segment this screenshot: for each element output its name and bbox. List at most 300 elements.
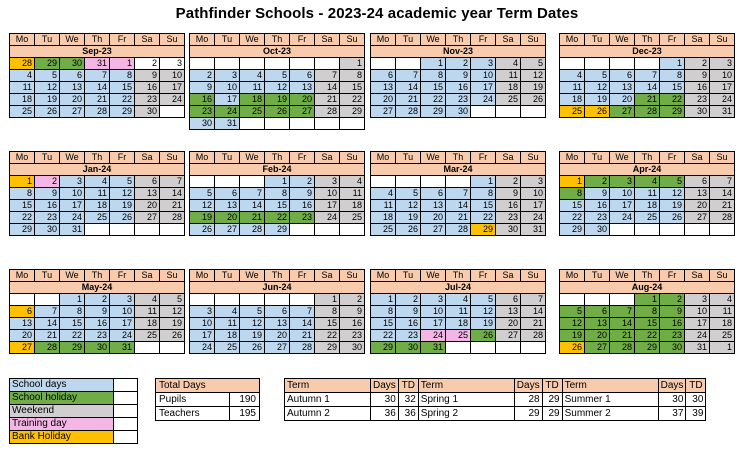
day-cell: 1 xyxy=(560,176,585,188)
day-cell: 23 xyxy=(135,94,160,106)
day-cell: 9 xyxy=(340,306,365,318)
day-header: Mo xyxy=(371,34,396,46)
day-cell: 12 xyxy=(35,82,60,94)
day-cell: 23 xyxy=(446,94,471,106)
day-cell: 12 xyxy=(110,188,135,200)
day-cell: 14 xyxy=(396,82,421,94)
day-cell: 16 xyxy=(660,318,685,330)
day-cell: 26 xyxy=(396,224,421,236)
terms-cell: Spring 1 xyxy=(418,393,514,407)
day-cell: 9 xyxy=(135,70,160,82)
day-cell: 4 xyxy=(560,70,585,82)
day-cell: 30 xyxy=(446,106,471,118)
day-header: Su xyxy=(710,270,735,282)
day-cell: 4 xyxy=(215,306,240,318)
day-cell: 8 xyxy=(371,306,396,318)
day-cell: 11 xyxy=(215,318,240,330)
day-header: Mo xyxy=(190,34,215,46)
day-cell: 21 xyxy=(85,94,110,106)
day-cell: 9 xyxy=(290,188,315,200)
day-cell: 4 xyxy=(635,176,660,188)
day-cell: 4 xyxy=(710,294,735,306)
day-cell: 14 xyxy=(35,318,60,330)
day-cell: 4 xyxy=(135,294,160,306)
day-cell: 31 xyxy=(521,224,546,236)
terms-header-cell: Days xyxy=(514,379,542,393)
day-cell: 18 xyxy=(85,200,110,212)
day-cell: 9 xyxy=(190,82,215,94)
day-cell: 9 xyxy=(685,70,710,82)
day-cell: 16 xyxy=(35,200,60,212)
day-header: We xyxy=(421,270,446,282)
day-cell xyxy=(371,176,396,188)
day-cell xyxy=(340,118,365,130)
day-cell: 29 xyxy=(35,58,60,70)
day-cell: 19 xyxy=(396,212,421,224)
day-header: Th xyxy=(446,152,471,164)
day-cell: 27 xyxy=(496,330,521,342)
day-cell: 19 xyxy=(265,94,290,106)
day-cell: 20 xyxy=(135,200,160,212)
day-header: Th xyxy=(635,270,660,282)
day-header: We xyxy=(421,152,446,164)
day-cell: 22 xyxy=(560,212,585,224)
day-cell: 6 xyxy=(290,70,315,82)
day-cell: 4 xyxy=(240,70,265,82)
day-cell: 28 xyxy=(35,342,60,354)
day-cell xyxy=(135,342,160,354)
day-cell: 7 xyxy=(290,306,315,318)
day-cell: 3 xyxy=(315,176,340,188)
day-cell: 1 xyxy=(265,176,290,188)
day-cell: 30 xyxy=(135,106,160,118)
day-cell: 15 xyxy=(10,200,35,212)
day-cell xyxy=(315,118,340,130)
day-header: Th xyxy=(635,152,660,164)
day-header: Th xyxy=(85,270,110,282)
day-cell: 29 xyxy=(110,106,135,118)
day-cell: 28 xyxy=(85,106,110,118)
day-cell: 28 xyxy=(446,224,471,236)
day-cell: 29 xyxy=(421,106,446,118)
terms-header-cell: Term xyxy=(285,379,371,393)
day-cell: 14 xyxy=(240,200,265,212)
day-cell xyxy=(560,58,585,70)
day-cell: 15 xyxy=(421,82,446,94)
day-cell: 25 xyxy=(371,224,396,236)
day-cell: 23 xyxy=(585,212,610,224)
month-calendar-nov-23 xyxy=(370,33,546,118)
day-cell: 17 xyxy=(60,200,85,212)
day-cell: 13 xyxy=(585,318,610,330)
terms-cell: Summer 1 xyxy=(562,393,658,407)
terms-cell: Autumn 2 xyxy=(285,407,371,421)
day-header: Su xyxy=(710,152,735,164)
day-header: Mo xyxy=(560,152,585,164)
day-cell: 23 xyxy=(496,212,521,224)
day-cell: 30 xyxy=(396,342,421,354)
day-cell: 20 xyxy=(685,200,710,212)
day-cell: 9 xyxy=(35,188,60,200)
day-cell: 3 xyxy=(160,58,185,70)
pupils-value: 190 xyxy=(230,393,260,407)
day-cell: 13 xyxy=(371,82,396,94)
day-cell: 30 xyxy=(60,58,85,70)
month-calendar-may-24 xyxy=(9,269,185,354)
day-header: Fr xyxy=(110,152,135,164)
day-cell: 23 xyxy=(190,106,215,118)
terms-cell: 30 xyxy=(658,393,686,407)
day-cell: 10 xyxy=(315,188,340,200)
day-cell: 12 xyxy=(160,306,185,318)
day-cell: 18 xyxy=(446,318,471,330)
day-cell: 25 xyxy=(446,330,471,342)
day-cell xyxy=(396,58,421,70)
day-cell: 25 xyxy=(496,94,521,106)
day-cell xyxy=(446,176,471,188)
day-cell: 1 xyxy=(60,294,85,306)
day-cell: 23 xyxy=(290,212,315,224)
day-cell: 16 xyxy=(496,200,521,212)
day-header: Tu xyxy=(215,34,240,46)
day-cell xyxy=(610,224,635,236)
day-cell: 30 xyxy=(340,342,365,354)
legend-label: School days xyxy=(10,379,114,392)
day-cell: 3 xyxy=(215,70,240,82)
day-cell: 31 xyxy=(710,106,735,118)
day-cell: 5 xyxy=(660,176,685,188)
terms-cell: 37 xyxy=(658,407,686,421)
day-cell: 21 xyxy=(160,200,185,212)
day-cell: 1 xyxy=(371,294,396,306)
day-cell: 11 xyxy=(85,188,110,200)
day-cell: 13 xyxy=(290,82,315,94)
day-cell: 16 xyxy=(446,82,471,94)
day-cell: 14 xyxy=(710,188,735,200)
day-cell: 16 xyxy=(340,318,365,330)
terms-cell: 30 xyxy=(686,393,706,407)
day-header: Sa xyxy=(685,270,710,282)
terms-header-cell: Days xyxy=(371,379,399,393)
legend-swatch xyxy=(114,392,138,405)
day-header: Mo xyxy=(371,270,396,282)
day-cell: 4 xyxy=(340,176,365,188)
day-header: Mo xyxy=(10,34,35,46)
day-cell: 10 xyxy=(190,318,215,330)
day-cell: 17 xyxy=(710,82,735,94)
day-cell: 9 xyxy=(660,306,685,318)
day-cell: 29 xyxy=(315,342,340,354)
day-cell: 6 xyxy=(421,188,446,200)
day-cell: 3 xyxy=(710,58,735,70)
day-cell: 27 xyxy=(290,106,315,118)
day-header: Tu xyxy=(585,34,610,46)
month-name: Feb-24 xyxy=(190,164,365,176)
day-cell: 2 xyxy=(660,294,685,306)
day-header: Su xyxy=(340,152,365,164)
terms-cell: 29 xyxy=(542,393,562,407)
day-cell xyxy=(85,224,110,236)
day-cell: 23 xyxy=(340,330,365,342)
day-cell: 19 xyxy=(35,94,60,106)
day-cell: 8 xyxy=(60,306,85,318)
day-cell: 18 xyxy=(635,200,660,212)
day-cell: 15 xyxy=(315,318,340,330)
day-cell xyxy=(660,224,685,236)
day-cell: 7 xyxy=(635,70,660,82)
day-header: Fr xyxy=(660,270,685,282)
day-header: Sa xyxy=(685,152,710,164)
day-cell: 3 xyxy=(521,176,546,188)
day-cell: 18 xyxy=(215,330,240,342)
terms-header-cell: TD xyxy=(542,379,562,393)
day-cell: 22 xyxy=(340,94,365,106)
day-cell: 3 xyxy=(685,294,710,306)
day-cell: 15 xyxy=(660,82,685,94)
day-header: We xyxy=(421,34,446,46)
month-calendar-dec-23 xyxy=(559,33,735,118)
day-cell xyxy=(315,58,340,70)
month-calendar-oct-23 xyxy=(189,33,365,130)
day-cell: 8 xyxy=(265,188,290,200)
day-cell: 1 xyxy=(660,58,685,70)
teachers-label: Teachers xyxy=(156,407,230,421)
terms-cell: Summer 2 xyxy=(562,407,658,421)
day-cell: 21 xyxy=(396,94,421,106)
legend-swatch xyxy=(114,418,138,431)
terms-cell: 36 xyxy=(398,407,418,421)
day-header: Th xyxy=(265,34,290,46)
month-calendar-mar-24 xyxy=(370,151,546,236)
day-cell: 4 xyxy=(496,58,521,70)
day-header: Fr xyxy=(290,270,315,282)
day-cell: 26 xyxy=(110,212,135,224)
day-cell: 30 xyxy=(685,106,710,118)
day-cell: 21 xyxy=(35,330,60,342)
day-cell: 3 xyxy=(190,306,215,318)
day-cell: 15 xyxy=(265,200,290,212)
day-header: Fr xyxy=(471,34,496,46)
day-cell: 2 xyxy=(685,58,710,70)
day-header: Fr xyxy=(471,270,496,282)
day-cell: 1 xyxy=(421,58,446,70)
month-name: Nov-23 xyxy=(371,46,546,58)
day-cell xyxy=(290,224,315,236)
month-name: Apr-24 xyxy=(560,164,735,176)
day-cell: 25 xyxy=(135,330,160,342)
day-cell: 20 xyxy=(10,330,35,342)
terms-header-cell: Term xyxy=(562,379,658,393)
day-cell: 9 xyxy=(396,306,421,318)
day-cell: 14 xyxy=(315,82,340,94)
day-header: Th xyxy=(446,34,471,46)
day-cell xyxy=(160,224,185,236)
day-cell: 27 xyxy=(685,212,710,224)
day-cell: 20 xyxy=(290,94,315,106)
day-cell: 24 xyxy=(160,94,185,106)
day-cell xyxy=(110,224,135,236)
day-cell: 28 xyxy=(635,106,660,118)
day-cell: 29 xyxy=(265,224,290,236)
day-cell: 7 xyxy=(85,70,110,82)
terms-cell: 29 xyxy=(514,407,542,421)
day-cell: 18 xyxy=(496,82,521,94)
day-cell: 22 xyxy=(10,212,35,224)
day-cell: 10 xyxy=(685,306,710,318)
day-cell: 31 xyxy=(685,342,710,354)
day-cell xyxy=(240,58,265,70)
day-cell: 23 xyxy=(396,330,421,342)
day-cell: 24 xyxy=(60,212,85,224)
teachers-value: 195 xyxy=(230,407,260,421)
day-cell xyxy=(446,342,471,354)
day-cell: 20 xyxy=(496,318,521,330)
day-cell: 5 xyxy=(585,70,610,82)
day-header: Sa xyxy=(685,34,710,46)
day-cell: 17 xyxy=(610,200,635,212)
day-cell: 8 xyxy=(340,70,365,82)
day-cell xyxy=(240,294,265,306)
day-cell xyxy=(135,224,160,236)
day-cell: 20 xyxy=(60,94,85,106)
day-header: Tu xyxy=(35,34,60,46)
day-cell xyxy=(265,294,290,306)
day-cell: 14 xyxy=(290,318,315,330)
day-cell: 1 xyxy=(471,176,496,188)
day-cell: 26 xyxy=(521,94,546,106)
terms-cell: 28 xyxy=(514,393,542,407)
day-cell: 23 xyxy=(85,330,110,342)
day-cell: 24 xyxy=(421,330,446,342)
day-cell xyxy=(290,58,315,70)
day-header: We xyxy=(610,152,635,164)
day-cell: 30 xyxy=(35,224,60,236)
month-calendar-jan-24 xyxy=(9,151,185,236)
day-header: Sa xyxy=(315,34,340,46)
day-header: Fr xyxy=(110,34,135,46)
month-calendar-feb-24 xyxy=(189,151,365,236)
day-cell: 18 xyxy=(710,318,735,330)
day-cell: 9 xyxy=(496,188,521,200)
day-cell: 24 xyxy=(471,94,496,106)
day-header: Tu xyxy=(215,270,240,282)
day-cell: 27 xyxy=(371,106,396,118)
day-cell: 17 xyxy=(685,318,710,330)
day-cell: 13 xyxy=(496,306,521,318)
day-header: Tu xyxy=(585,152,610,164)
day-cell: 8 xyxy=(660,70,685,82)
month-name: Oct-23 xyxy=(190,46,365,58)
day-cell: 15 xyxy=(110,82,135,94)
day-cell: 29 xyxy=(660,106,685,118)
day-cell: 21 xyxy=(521,318,546,330)
day-cell: 1 xyxy=(315,294,340,306)
day-cell: 11 xyxy=(710,306,735,318)
day-cell: 10 xyxy=(521,188,546,200)
day-cell xyxy=(160,342,185,354)
legend-label: Weekend xyxy=(10,405,114,418)
legend-row xyxy=(10,431,138,444)
day-cell: 17 xyxy=(421,318,446,330)
day-cell xyxy=(190,176,215,188)
day-cell: 21 xyxy=(315,94,340,106)
legend-row xyxy=(10,418,138,431)
day-cell: 16 xyxy=(135,82,160,94)
day-cell: 11 xyxy=(340,188,365,200)
day-cell: 6 xyxy=(215,188,240,200)
day-cell: 26 xyxy=(240,342,265,354)
day-header: We xyxy=(610,270,635,282)
legend-label: School holiday xyxy=(10,392,114,405)
day-cell: 20 xyxy=(371,94,396,106)
day-cell: 28 xyxy=(610,342,635,354)
day-header: Th xyxy=(446,270,471,282)
day-cell: 25 xyxy=(240,106,265,118)
day-cell: 19 xyxy=(240,330,265,342)
day-cell: 16 xyxy=(190,94,215,106)
day-cell: 7 xyxy=(396,70,421,82)
legend-row xyxy=(10,379,138,392)
day-cell: 10 xyxy=(471,70,496,82)
day-cell: 24 xyxy=(610,212,635,224)
day-cell: 5 xyxy=(560,306,585,318)
day-cell: 15 xyxy=(560,200,585,212)
day-cell xyxy=(35,294,60,306)
day-cell: 15 xyxy=(471,200,496,212)
day-cell: 27 xyxy=(265,342,290,354)
day-cell: 20 xyxy=(215,212,240,224)
day-cell: 26 xyxy=(190,224,215,236)
day-header: Fr xyxy=(471,152,496,164)
day-header: Sa xyxy=(496,34,521,46)
legend-swatch xyxy=(114,379,138,392)
day-cell: 21 xyxy=(290,330,315,342)
day-cell: 3 xyxy=(471,58,496,70)
day-cell: 8 xyxy=(10,188,35,200)
day-cell: 7 xyxy=(35,306,60,318)
month-calendar-apr-24 xyxy=(559,151,735,236)
day-cell: 8 xyxy=(471,188,496,200)
day-cell: 4 xyxy=(371,188,396,200)
day-cell: 24 xyxy=(190,342,215,354)
day-cell: 22 xyxy=(635,330,660,342)
day-cell: 11 xyxy=(371,200,396,212)
day-cell: 8 xyxy=(560,188,585,200)
day-cell: 19 xyxy=(471,318,496,330)
day-cell: 11 xyxy=(560,82,585,94)
day-cell: 24 xyxy=(215,106,240,118)
day-cell: 20 xyxy=(610,94,635,106)
day-cell: 28 xyxy=(290,342,315,354)
day-cell: 8 xyxy=(635,306,660,318)
day-cell: 7 xyxy=(315,70,340,82)
day-cell: 17 xyxy=(315,200,340,212)
month-name: Jan-24 xyxy=(10,164,185,176)
terms-cell: 39 xyxy=(686,407,706,421)
legend xyxy=(9,378,138,444)
day-cell: 28 xyxy=(521,330,546,342)
day-header: We xyxy=(60,34,85,46)
day-cell xyxy=(521,342,546,354)
day-cell: 15 xyxy=(635,318,660,330)
day-header: Su xyxy=(710,34,735,46)
day-cell: 23 xyxy=(35,212,60,224)
terms-header-cell: Term xyxy=(418,379,514,393)
day-cell xyxy=(585,58,610,70)
terms-cell: 32 xyxy=(398,393,418,407)
day-cell: 10 xyxy=(160,70,185,82)
day-cell: 12 xyxy=(265,82,290,94)
